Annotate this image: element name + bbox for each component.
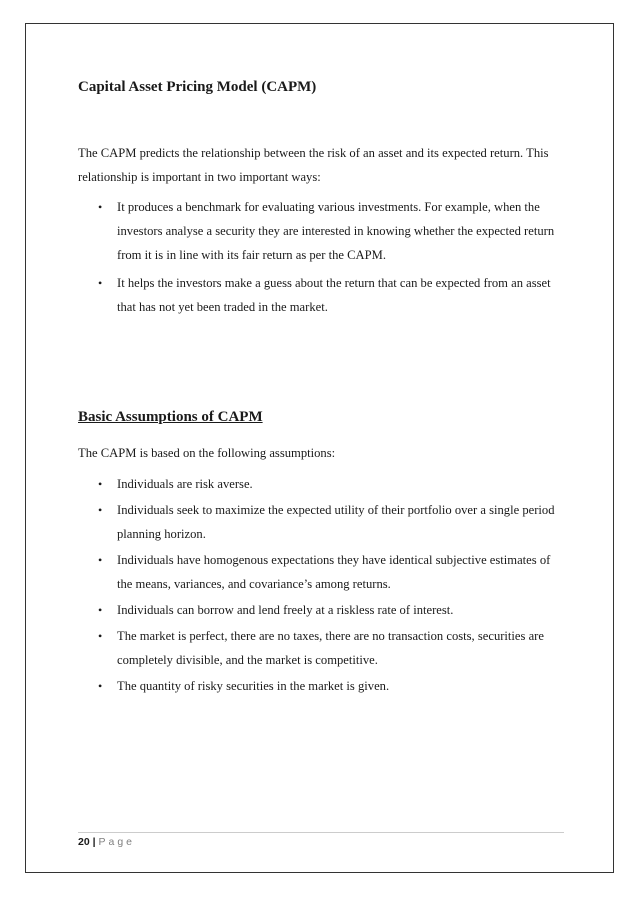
list-item bbox=[78, 624, 568, 672]
list-item-text: It produces a benchmark for evaluating various investments. For example, when the investors analyse a security they are interested in knowing whether the expected return from it is in line with its fair return as per the CAPM. bbox=[117, 200, 555, 262]
footer-separator: | bbox=[92, 836, 96, 848]
assumptions-intro-paragraph: The CAPM is based on the following assumptions: bbox=[78, 446, 336, 460]
list-item bbox=[78, 498, 568, 546]
footer-divider bbox=[78, 832, 564, 833]
list-item bbox=[78, 548, 568, 596]
section-heading-assumptions: Basic Assumptions of CAPM bbox=[78, 409, 263, 425]
capm-uses-list bbox=[78, 195, 568, 323]
bullet-icon: • bbox=[98, 553, 103, 567]
list-item bbox=[78, 598, 568, 622]
bullet-icon: • bbox=[98, 679, 103, 693]
intro-paragraph: The CAPM predicts the relationship between the risk of an asset and its expected return. This relationship is important in two important ways: bbox=[78, 146, 549, 184]
list-item bbox=[78, 674, 568, 698]
list-item-text: It helps the investors make a guess about the return that can be expected from an asset that has not yet been traded in the market. bbox=[117, 276, 551, 314]
page-footer bbox=[78, 836, 135, 848]
list-item bbox=[78, 271, 568, 319]
bullet-icon: • bbox=[98, 276, 103, 290]
list-item-text: The market is perfect, there are no taxes, there are no transaction costs, securities are completely divisible, and the market is competitive. bbox=[117, 629, 544, 667]
list-item-text: Individuals have homogenous expectations they have identical subjective estimates of the means, variances, and covariance’s among returns. bbox=[117, 553, 551, 591]
list-item-text: The quantity of risky securities in the market is given. bbox=[117, 679, 390, 693]
list-item-text: Individuals can borrow and lend freely at a riskless rate of interest. bbox=[117, 603, 454, 617]
page-number: 20 bbox=[78, 836, 90, 848]
bullet-icon: • bbox=[98, 603, 103, 617]
page-label: Page bbox=[98, 836, 136, 848]
list-item-text: Individuals are risk averse. bbox=[117, 477, 253, 491]
bullet-icon: • bbox=[98, 503, 103, 517]
list-item bbox=[78, 195, 568, 267]
assumptions-list bbox=[78, 472, 568, 700]
bullet-icon: • bbox=[98, 477, 103, 491]
list-item-text: Individuals seek to maximize the expected utility of their portfolio over a single period planning horizon. bbox=[117, 503, 555, 541]
section-heading-capm: Capital Asset Pricing Model (CAPM) bbox=[78, 79, 317, 95]
list-item bbox=[78, 472, 568, 496]
bullet-icon: • bbox=[98, 200, 103, 214]
bullet-icon: • bbox=[98, 629, 103, 643]
